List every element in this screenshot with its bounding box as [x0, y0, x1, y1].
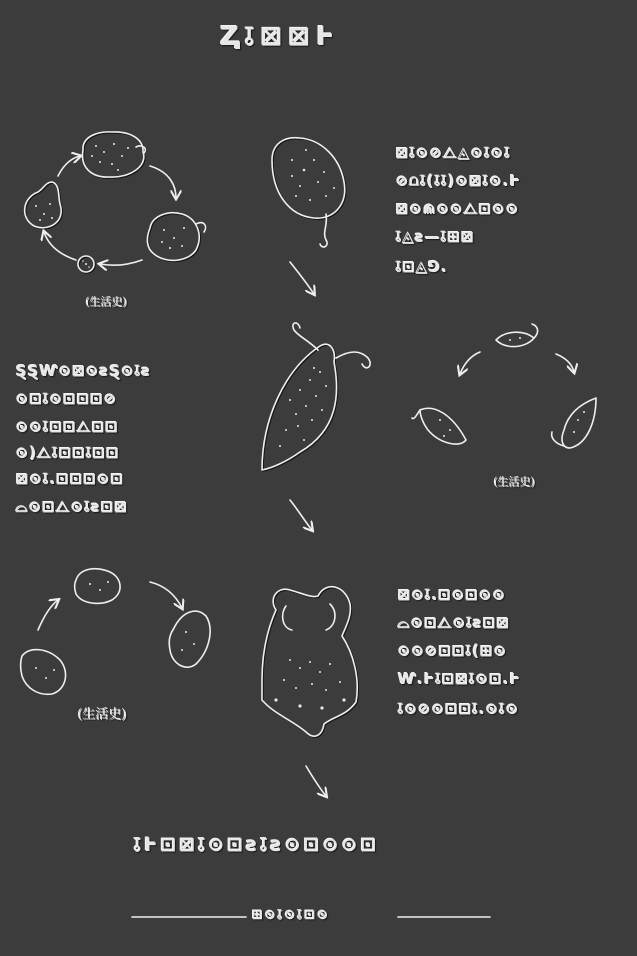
text-line: ⊘⩍⫱(⫱⫱)⊙⊠⫱⊙.Ⱶ — [396, 172, 522, 190]
text-line: ⫱⊡◬⅁. — [396, 258, 449, 276]
organism-stage-1 — [272, 138, 346, 247]
text-line: ⊠⊙⋒⊙⊙⧍⊡⊙⊙ — [396, 200, 520, 218]
arrow-2 — [290, 500, 312, 530]
organism-stage-2 — [262, 323, 370, 471]
text-line: ⫱⊙⊘⊙⊡⊡⫱.⊙⫱⊙ — [398, 700, 520, 718]
life-cycle-1 — [25, 132, 206, 273]
text-line: ⊠⊙⫱.⊡⊡⊡⊙⊡ — [16, 470, 125, 488]
text-line: ⌓⊙⊡⧍⊙⫱ƨ⊡⊠ — [16, 498, 129, 516]
text-line: ⌓⊙⊡⧍⊙⫱ƨ⊡⊠ — [398, 614, 511, 632]
life-cycle-2 — [412, 324, 596, 448]
life-cycle-3 — [21, 569, 211, 695]
text-line: ⱾⱾⱲ⊙⊠⊙ƨⱾ⊙⫱ƨ — [16, 362, 152, 380]
text-line: ⫱◬ƨ—⫱⊞⊠ — [396, 228, 475, 246]
conclusion-text: ⫱Ⱶ⊡⊠⫱⊙⊡ƨ⫱ƨ⊙⊡⊙⊙⊡ — [134, 834, 380, 856]
text-line: ⊠⊙⫱.⊡⊙⊡⊙⊙ — [398, 586, 507, 604]
caption-life-history-2: (生活史) — [494, 476, 536, 489]
caption-life-history-3: (生活史) — [78, 708, 128, 723]
text-line: ⊙⊙⫱⊡⊡⧍⊡⊡ — [16, 418, 119, 436]
page-title: Ⱬ⫱⊠⊠Ⱶ — [220, 22, 341, 52]
organism-stage-3 — [262, 587, 358, 737]
caption-life-history-1: (生活史) — [86, 296, 128, 309]
arrow-1 — [290, 262, 314, 294]
text-line: ⊙)⧍⫱⊡⊡⫱⊡⊡ — [16, 444, 120, 462]
text-line: ⊙⊙⊘⊡⊡⫱(⊞⊙ — [398, 642, 508, 660]
text-line: ⊠⫱⊙⊘⧍◬⊙⫱⊙⫱ — [396, 144, 512, 162]
text-line: ⊙⊡⫱⊙⊡⊡⊡⊘ — [16, 390, 118, 408]
text-line: Ⱳ.Ⱶ⫱⊡⊠⫱⊙⊡.Ⱶ — [398, 670, 522, 688]
arrow-3 — [306, 766, 326, 796]
footer-text: ⊞⊙⫱⊙⫱⊡⊙ — [252, 908, 331, 923]
